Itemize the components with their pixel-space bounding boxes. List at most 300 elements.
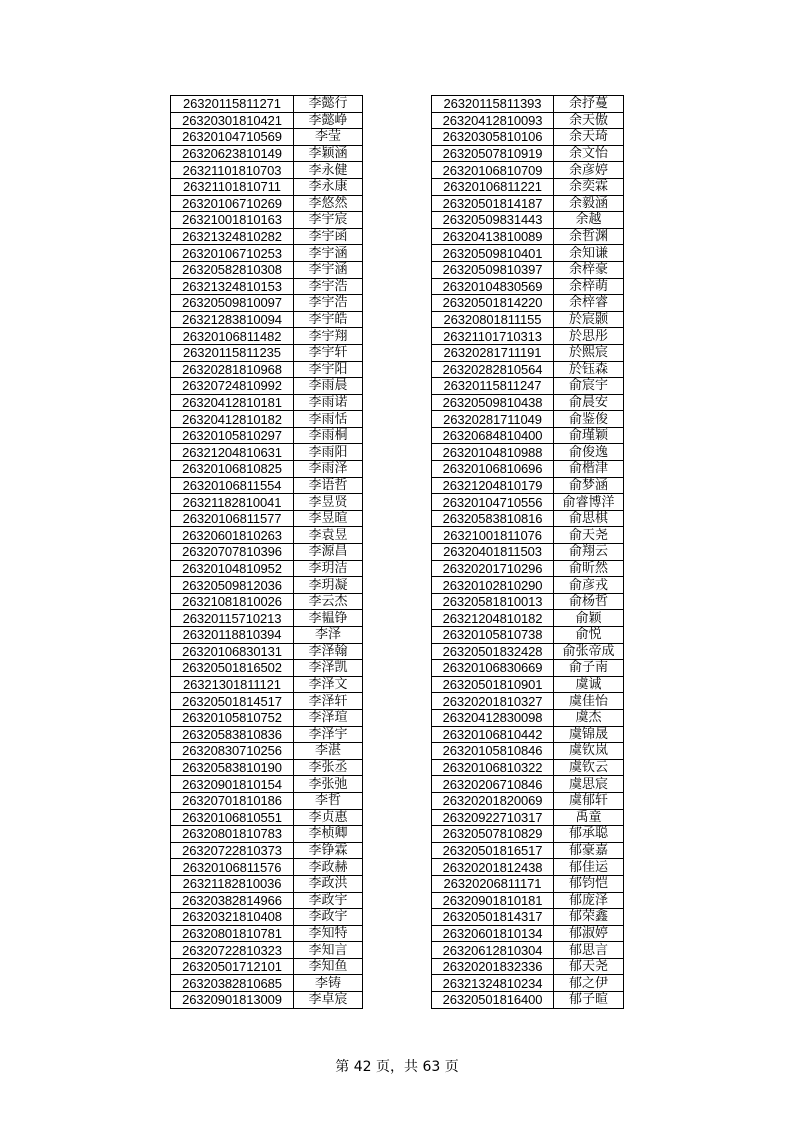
table-row (432, 560, 624, 577)
table-row (432, 178, 624, 195)
candidate-id-cell: 26320106810442 (432, 726, 554, 743)
candidate-name-cell: 李泽文 (294, 676, 363, 693)
candidate-name-cell: 俞杨哲 (554, 593, 624, 610)
table-row (171, 278, 363, 295)
candidate-name-cell: 俞颖 (554, 610, 624, 627)
candidate-id-cell: 26320583810190 (171, 759, 294, 776)
table-row (171, 344, 363, 361)
table-row (432, 311, 624, 328)
table-row (171, 676, 363, 693)
table-row (171, 925, 363, 942)
candidate-name-cell: 李永健 (294, 162, 363, 179)
candidate-id-cell: 26320118810394 (171, 627, 294, 644)
candidate-name-cell: 郁天尧 (554, 958, 624, 975)
table-row (171, 461, 363, 478)
table-row (171, 975, 363, 992)
candidate-name-cell: 郁淑婷 (554, 925, 624, 942)
candidate-id-cell: 26320206710846 (432, 776, 554, 793)
candidate-name-cell: 李泽宇 (294, 726, 363, 743)
candidate-id-cell: 26320901810154 (171, 776, 294, 793)
table-row (432, 411, 624, 428)
roster-table-right (431, 95, 624, 1009)
candidate-name-cell: 李昱贤 (294, 494, 363, 511)
candidate-id-cell: 26320412830098 (432, 709, 554, 726)
candidate-name-cell: 李雨泽 (294, 461, 363, 478)
candidate-name-cell: 余哲渊 (554, 228, 624, 245)
candidate-name-cell: 虞思宸 (554, 776, 624, 793)
candidate-name-cell: 禹童 (554, 809, 624, 826)
table-row (171, 593, 363, 610)
candidate-id-cell: 26320201832336 (432, 958, 554, 975)
candidate-name-cell: 於思彤 (554, 328, 624, 345)
candidate-name-cell: 李泽瑄 (294, 709, 363, 726)
candidate-name-cell: 俞天尧 (554, 527, 624, 544)
table-row (171, 726, 363, 743)
table-row (171, 826, 363, 843)
table-row (432, 992, 624, 1009)
candidate-id-cell: 26320106811576 (171, 859, 294, 876)
table-row (432, 295, 624, 312)
table-row (432, 693, 624, 710)
table-row (432, 875, 624, 892)
table-row (171, 394, 363, 411)
candidate-name-cell: 李宇宸 (294, 212, 363, 229)
candidate-name-cell: 李袁昱 (294, 527, 363, 544)
table-row (432, 145, 624, 162)
candidate-id-cell: 26320104830569 (432, 278, 554, 295)
candidate-id-cell: 26320412810181 (171, 394, 294, 411)
candidate-name-cell: 郁庞泽 (554, 892, 624, 909)
candidate-name-cell: 李铮霖 (294, 842, 363, 859)
candidate-id-cell: 26320901813009 (171, 992, 294, 1009)
candidate-name-cell: 俞瑾颖 (554, 427, 624, 444)
candidate-name-cell: 李泽翰 (294, 643, 363, 660)
candidate-id-cell: 26320281711049 (432, 411, 554, 428)
candidate-name-cell: 虞杰 (554, 709, 624, 726)
table-row (432, 278, 624, 295)
candidate-id-cell: 26320206811171 (432, 875, 554, 892)
candidate-id-cell: 26321283810094 (171, 311, 294, 328)
candidate-id-cell: 26320413810089 (432, 228, 554, 245)
table-row (171, 942, 363, 959)
table-row (432, 378, 624, 395)
candidate-name-cell: 俞张帝成 (554, 643, 624, 660)
candidate-id-cell: 26320601810263 (171, 527, 294, 544)
table-row (432, 809, 624, 826)
table-row (171, 328, 363, 345)
table-row (432, 892, 624, 909)
candidate-id-cell: 26320509810438 (432, 394, 554, 411)
candidate-id-cell: 26320724810992 (171, 378, 294, 395)
table-row (432, 328, 624, 345)
table-row (171, 992, 363, 1009)
table-row (171, 842, 363, 859)
table-row (171, 195, 363, 212)
candidate-id-cell: 26320509810097 (171, 295, 294, 312)
table-row (171, 411, 363, 428)
candidate-id-cell: 26320106811482 (171, 328, 294, 345)
candidate-id-cell: 26320281810968 (171, 361, 294, 378)
candidate-name-cell: 余天琦 (554, 129, 624, 146)
candidate-name-cell: 俞宸宇 (554, 378, 624, 395)
candidate-name-cell: 李雨诺 (294, 394, 363, 411)
candidate-name-cell: 李宇皓 (294, 311, 363, 328)
candidate-id-cell: 26320106810696 (432, 461, 554, 478)
table-row (171, 610, 363, 627)
candidate-id-cell: 26320509810397 (432, 261, 554, 278)
candidate-name-cell: 李泽轩 (294, 693, 363, 710)
candidate-name-cell: 李泽 (294, 627, 363, 644)
candidate-id-cell: 26320201812438 (432, 859, 554, 876)
candidate-name-cell: 李雨晨 (294, 378, 363, 395)
candidate-name-cell: 李政宇 (294, 892, 363, 909)
page-footer (0, 1056, 794, 1076)
candidate-name-cell: 李颖涵 (294, 145, 363, 162)
candidate-id-cell: 26320382814966 (171, 892, 294, 909)
candidate-id-cell: 26320412810182 (171, 411, 294, 428)
table-row (432, 743, 624, 760)
candidate-id-cell: 26320501814187 (432, 195, 554, 212)
candidate-name-cell: 余奕霖 (554, 178, 624, 195)
candidate-name-cell: 余梓萌 (554, 278, 624, 295)
candidate-name-cell: 郁豪嘉 (554, 842, 624, 859)
table-row (432, 975, 624, 992)
candidate-id-cell: 26320501814317 (432, 909, 554, 926)
table-row (432, 593, 624, 610)
candidate-name-cell: 李雨阳 (294, 444, 363, 461)
table-row (171, 494, 363, 511)
table-row (171, 792, 363, 809)
candidate-name-cell: 虞佳怡 (554, 693, 624, 710)
candidate-id-cell: 26320722810373 (171, 842, 294, 859)
candidate-id-cell: 26321301811121 (171, 676, 294, 693)
candidate-id-cell: 26321101810703 (171, 162, 294, 179)
candidate-name-cell: 余彦婷 (554, 162, 624, 179)
candidate-name-cell: 俞悦 (554, 627, 624, 644)
table-row (432, 676, 624, 693)
candidate-id-cell: 26320582810308 (171, 261, 294, 278)
table-row (171, 743, 363, 760)
candidate-name-cell: 李宇轩 (294, 344, 363, 361)
candidate-name-cell: 李昱暄 (294, 510, 363, 527)
candidate-name-cell: 李贞惠 (294, 809, 363, 826)
candidate-id-cell: 26320901810181 (432, 892, 554, 909)
candidate-id-cell: 26320321810408 (171, 909, 294, 926)
candidate-name-cell: 余天傲 (554, 112, 624, 129)
table-row (432, 195, 624, 212)
table-row (171, 145, 363, 162)
table-row (432, 212, 624, 229)
candidate-id-cell: 26320623810149 (171, 145, 294, 162)
table-row (171, 643, 363, 660)
candidate-name-cell: 余越 (554, 212, 624, 229)
table-row (171, 295, 363, 312)
candidate-id-cell: 26321324810153 (171, 278, 294, 295)
candidate-id-cell: 26320707810396 (171, 544, 294, 561)
table-row (432, 162, 624, 179)
table-row (171, 560, 363, 577)
table-row (171, 776, 363, 793)
table-row (432, 925, 624, 942)
table-row (432, 709, 624, 726)
table-row (432, 958, 624, 975)
candidate-id-cell: 26320115811393 (432, 96, 554, 113)
table-row (171, 228, 363, 245)
table-row (171, 427, 363, 444)
candidate-id-cell: 26321204810631 (171, 444, 294, 461)
candidate-id-cell: 26320801810783 (171, 826, 294, 843)
candidate-id-cell: 26320612810304 (432, 942, 554, 959)
table-row (171, 709, 363, 726)
table-row (432, 627, 624, 644)
table-row (432, 776, 624, 793)
table-row (171, 527, 363, 544)
candidate-name-cell: 俞鉴俊 (554, 411, 624, 428)
candidate-id-cell: 26320301810421 (171, 112, 294, 129)
table-row (171, 162, 363, 179)
candidate-id-cell: 26320501816517 (432, 842, 554, 859)
candidate-id-cell: 26320106830131 (171, 643, 294, 660)
candidate-id-cell: 26320922710317 (432, 809, 554, 826)
candidate-name-cell: 余梓睿 (554, 295, 624, 312)
candidate-id-cell: 26320801811155 (432, 311, 554, 328)
candidate-name-cell: 李韫铮 (294, 610, 363, 627)
candidate-id-cell: 26320509831443 (432, 212, 554, 229)
candidate-name-cell: 李语哲 (294, 477, 363, 494)
candidate-id-cell: 26320282810564 (432, 361, 554, 378)
candidate-name-cell: 余抒蔓 (554, 96, 624, 113)
candidate-name-cell: 李宇涵 (294, 261, 363, 278)
candidate-name-cell: 虞钦岚 (554, 743, 624, 760)
table-row (171, 112, 363, 129)
table-row (171, 96, 363, 113)
table-row (432, 427, 624, 444)
candidate-id-cell: 26321001811076 (432, 527, 554, 544)
candidate-id-cell: 26321324810282 (171, 228, 294, 245)
candidate-name-cell: 李宇浩 (294, 295, 363, 312)
table-row (432, 112, 624, 129)
candidate-name-cell: 於宸颢 (554, 311, 624, 328)
table-row (432, 759, 624, 776)
candidate-name-cell: 李泽凯 (294, 660, 363, 677)
candidate-id-cell: 26320701810186 (171, 792, 294, 809)
table-row (432, 643, 624, 660)
candidate-name-cell: 余梓豪 (554, 261, 624, 278)
table-row (171, 660, 363, 677)
table-row (432, 245, 624, 262)
candidate-id-cell: 26320281711191 (432, 344, 554, 361)
candidate-id-cell: 26320509810401 (432, 245, 554, 262)
candidate-name-cell: 李懿行 (294, 96, 363, 113)
candidate-name-cell: 李雨桐 (294, 427, 363, 444)
table-row (171, 544, 363, 561)
table-row (432, 261, 624, 278)
candidate-id-cell: 26321101710313 (432, 328, 554, 345)
candidate-id-cell: 26320106811554 (171, 477, 294, 494)
candidate-id-cell: 26320106811221 (432, 178, 554, 195)
candidate-id-cell: 26321204810182 (432, 610, 554, 627)
candidate-name-cell: 俞楷津 (554, 461, 624, 478)
table-row (171, 245, 363, 262)
candidate-id-cell: 26321081810026 (171, 593, 294, 610)
table-row (171, 577, 363, 594)
candidate-name-cell: 俞睿博洋 (554, 494, 624, 511)
table-row (171, 212, 363, 229)
candidate-id-cell: 26320382810685 (171, 975, 294, 992)
candidate-name-cell: 李宇浩 (294, 278, 363, 295)
candidate-id-cell: 26320501810901 (432, 676, 554, 693)
candidate-id-cell: 26320507810919 (432, 145, 554, 162)
candidate-id-cell: 26320106810825 (171, 461, 294, 478)
candidate-id-cell: 26321182810041 (171, 494, 294, 511)
table-row (432, 544, 624, 561)
candidate-name-cell: 李悠然 (294, 195, 363, 212)
candidate-id-cell: 26320106811577 (171, 510, 294, 527)
candidate-id-cell: 26321324810234 (432, 975, 554, 992)
candidate-id-cell: 26320106710269 (171, 195, 294, 212)
candidate-name-cell: 李懿峥 (294, 112, 363, 129)
table-row (432, 942, 624, 959)
candidate-id-cell: 26320684810400 (432, 427, 554, 444)
candidate-name-cell: 於钰森 (554, 361, 624, 378)
table-row (432, 394, 624, 411)
table-row (171, 444, 363, 461)
table-row (171, 859, 363, 876)
candidate-id-cell: 26320305810106 (432, 129, 554, 146)
candidate-id-cell: 26320501712101 (171, 958, 294, 975)
candidate-name-cell: 郁思言 (554, 942, 624, 959)
table-row (432, 660, 624, 677)
table-row (432, 477, 624, 494)
candidate-name-cell: 俞翔云 (554, 544, 624, 561)
candidate-name-cell: 於熙宸 (554, 344, 624, 361)
candidate-id-cell: 26320105810738 (432, 627, 554, 644)
candidate-name-cell: 李卓宸 (294, 992, 363, 1009)
candidate-name-cell: 李宇阳 (294, 361, 363, 378)
table-row (432, 344, 624, 361)
candidate-id-cell: 26321101810711 (171, 178, 294, 195)
candidate-id-cell: 26320106710253 (171, 245, 294, 262)
table-row (432, 527, 624, 544)
table-row (171, 909, 363, 926)
candidate-id-cell: 26320105810752 (171, 709, 294, 726)
candidate-id-cell: 26320115811235 (171, 344, 294, 361)
table-row (432, 792, 624, 809)
candidate-id-cell: 26321204810179 (432, 477, 554, 494)
candidate-name-cell: 虞郁轩 (554, 792, 624, 809)
candidate-id-cell: 26320105810297 (171, 427, 294, 444)
candidate-name-cell: 李张弛 (294, 776, 363, 793)
table-row (171, 129, 363, 146)
candidate-id-cell: 26320104810952 (171, 560, 294, 577)
candidate-id-cell: 26320104710569 (171, 129, 294, 146)
table-row (432, 228, 624, 245)
table-row (432, 461, 624, 478)
candidate-name-cell: 郁钧恺 (554, 875, 624, 892)
candidate-id-cell: 26320412810093 (432, 112, 554, 129)
candidate-id-cell: 26320507810829 (432, 826, 554, 843)
candidate-id-cell: 26320401811503 (432, 544, 554, 561)
candidate-name-cell: 李政赫 (294, 859, 363, 876)
candidate-name-cell: 郁佳运 (554, 859, 624, 876)
table-row (432, 444, 624, 461)
candidate-name-cell: 俞晨安 (554, 394, 624, 411)
candidate-id-cell: 26321182810036 (171, 875, 294, 892)
candidate-id-cell: 26320501816502 (171, 660, 294, 677)
table-row (432, 726, 624, 743)
candidate-id-cell: 26320501814517 (171, 693, 294, 710)
candidate-name-cell: 郁之伊 (554, 975, 624, 992)
candidate-name-cell: 郁承聪 (554, 826, 624, 843)
candidate-id-cell: 26320583810816 (432, 510, 554, 527)
table-row (171, 693, 363, 710)
candidate-name-cell: 俞俊逸 (554, 444, 624, 461)
table-row (432, 494, 624, 511)
table-row (432, 909, 624, 926)
candidate-id-cell: 26320801810781 (171, 925, 294, 942)
candidate-id-cell: 26320583810836 (171, 726, 294, 743)
roster-body-left (171, 96, 363, 1009)
candidate-id-cell: 26320722810323 (171, 942, 294, 959)
candidate-name-cell: 虞钦云 (554, 759, 624, 776)
table-row (432, 510, 624, 527)
candidate-name-cell: 俞梦涵 (554, 477, 624, 494)
table-row (171, 261, 363, 278)
candidate-name-cell: 俞子南 (554, 660, 624, 677)
candidate-id-cell: 26320115811247 (432, 378, 554, 395)
candidate-id-cell: 26320601810134 (432, 925, 554, 942)
table-row (432, 842, 624, 859)
candidate-name-cell: 余知谦 (554, 245, 624, 262)
candidate-name-cell: 俞彦戎 (554, 577, 624, 594)
candidate-id-cell: 26320115811271 (171, 96, 294, 113)
candidate-name-cell: 李莹 (294, 129, 363, 146)
candidate-name-cell: 余文怡 (554, 145, 624, 162)
candidate-id-cell: 26320106810322 (432, 759, 554, 776)
candidate-id-cell: 26320509812036 (171, 577, 294, 594)
candidate-id-cell: 26320201820069 (432, 792, 554, 809)
table-row (432, 96, 624, 113)
candidate-name-cell: 李玥洁 (294, 560, 363, 577)
table-row (171, 510, 363, 527)
table-row (171, 809, 363, 826)
candidate-name-cell: 俞思棋 (554, 510, 624, 527)
table-row (171, 361, 363, 378)
table-row (171, 378, 363, 395)
table-row (171, 477, 363, 494)
candidate-name-cell: 李云杰 (294, 593, 363, 610)
candidate-id-cell: 26320105810846 (432, 743, 554, 760)
candidate-name-cell: 李源昌 (294, 544, 363, 561)
candidate-name-cell: 李哲 (294, 792, 363, 809)
candidate-name-cell: 虞诚 (554, 676, 624, 693)
candidate-id-cell: 26320102810290 (432, 577, 554, 594)
page-number-label: 第 42 页，共 63 页 (335, 1059, 459, 1075)
candidate-name-cell: 余毅涵 (554, 195, 624, 212)
table-row (432, 361, 624, 378)
candidate-name-cell: 李宇函 (294, 228, 363, 245)
candidate-name-cell: 李雨恬 (294, 411, 363, 428)
candidate-id-cell: 26320104710556 (432, 494, 554, 511)
candidate-name-cell: 李铸 (294, 975, 363, 992)
table-row (171, 875, 363, 892)
candidate-id-cell: 26320581810013 (432, 593, 554, 610)
table-row (171, 178, 363, 195)
candidate-id-cell: 26320201810327 (432, 693, 554, 710)
candidate-id-cell: 26320104810988 (432, 444, 554, 461)
roster-body-right (432, 96, 624, 1009)
table-row (432, 129, 624, 146)
